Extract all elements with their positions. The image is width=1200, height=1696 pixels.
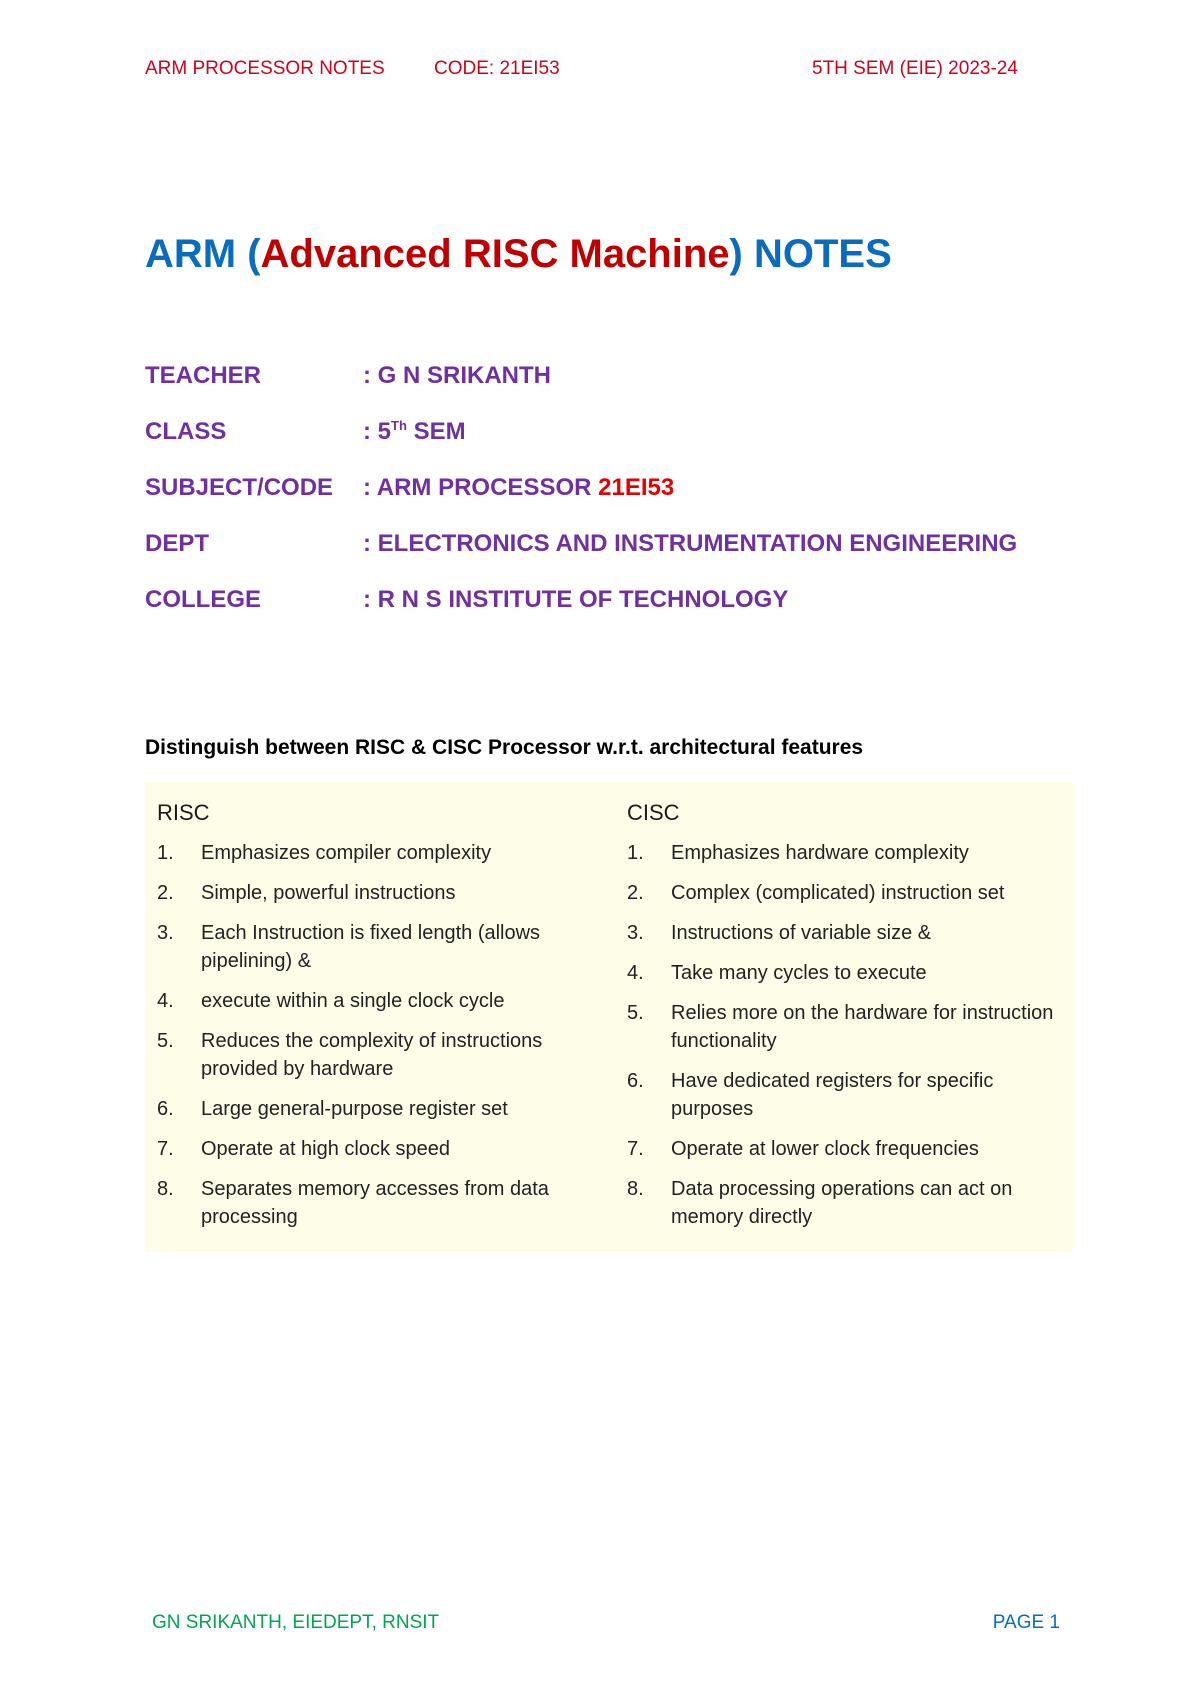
cisc-title: CISC bbox=[627, 800, 680, 825]
risc-title: RISC bbox=[157, 800, 210, 825]
list-item-text: execute within a single clock cycle bbox=[201, 990, 505, 1012]
list-item-text: Data processing operations can act on memory directly bbox=[671, 1178, 1013, 1228]
cisc-column bbox=[627, 800, 1067, 1243]
info-row-college bbox=[145, 586, 1085, 642]
list-item-text: Separates memory accesses from data processing bbox=[201, 1178, 549, 1228]
section-heading: Distinguish between RISC & CISC Processor w.r.t. architectural features bbox=[145, 736, 864, 759]
list-item-number: 4. bbox=[627, 962, 644, 984]
class-value bbox=[363, 418, 466, 446]
dept-value: : ELECTRONICS AND INSTRUMENTATION ENGINEERING bbox=[363, 530, 1018, 557]
risc-column bbox=[157, 800, 597, 1243]
list-item bbox=[157, 1135, 597, 1163]
list-item bbox=[157, 919, 597, 975]
list-item-number: 3. bbox=[627, 922, 644, 944]
list-item bbox=[157, 987, 597, 1015]
list-item-number: 7. bbox=[627, 1138, 644, 1160]
list-item-text: Each Instruction is fixed length (allows pipelining) & bbox=[201, 922, 541, 972]
list-item-text: Relies more on the hardware for instruction functionality bbox=[671, 1002, 1054, 1052]
title-expansion: Advanced RISC Machine bbox=[260, 232, 730, 276]
list-item-text: Emphasizes hardware complexity bbox=[671, 842, 969, 864]
list-item bbox=[627, 919, 1067, 947]
info-row-subject bbox=[145, 474, 1085, 530]
list-item-number: 2. bbox=[627, 882, 644, 904]
list-item-text: Large general-purpose register set bbox=[201, 1098, 508, 1120]
page-header bbox=[145, 58, 1025, 88]
class-label: CLASS bbox=[145, 418, 227, 445]
list-item-text: Instructions of variable size & bbox=[671, 922, 932, 944]
list-item-text: Operate at high clock speed bbox=[201, 1138, 451, 1160]
subject-label: SUBJECT/CODE bbox=[145, 474, 334, 501]
list-item-number: 5. bbox=[627, 1002, 644, 1024]
college-label: COLLEGE bbox=[145, 586, 262, 613]
list-item-number: 6. bbox=[627, 1070, 644, 1092]
list-item-text: Simple, powerful instructions bbox=[201, 882, 456, 904]
list-item bbox=[627, 959, 1067, 987]
header-course-code: CODE: 21EI53 bbox=[434, 58, 560, 79]
list-item-number: 1. bbox=[157, 842, 174, 864]
list-item-text: Have dedicated registers for specific purposes bbox=[671, 1070, 994, 1120]
class-value-superscript: Th bbox=[391, 418, 407, 433]
list-item-number: 7. bbox=[157, 1138, 174, 1160]
header-semester: 5TH SEM (EIE) 2023-24 bbox=[812, 58, 1018, 79]
list-item-number: 2. bbox=[157, 882, 174, 904]
list-item bbox=[627, 839, 1067, 867]
risc-cisc-comparison bbox=[145, 782, 1073, 1252]
list-item-text: Reduces the complexity of instructions provided by hardware bbox=[201, 1030, 543, 1080]
subject-name: : ARM PROCESSOR bbox=[363, 474, 599, 501]
info-row-dept bbox=[145, 530, 1085, 586]
list-item-text: Complex (complicated) instruction set bbox=[671, 882, 1005, 904]
list-item-number: 1. bbox=[627, 842, 644, 864]
list-item bbox=[627, 1175, 1067, 1231]
list-item bbox=[157, 879, 597, 907]
list-item-number: 4. bbox=[157, 990, 174, 1012]
list-item bbox=[157, 1175, 597, 1231]
list-item-text: Operate at lower clock frequencies bbox=[671, 1138, 979, 1160]
class-value-suffix: SEM bbox=[406, 418, 466, 445]
dept-label: DEPT bbox=[145, 530, 210, 557]
list-item-text: Emphasizes compiler complexity bbox=[201, 842, 492, 864]
list-item-number: 5. bbox=[157, 1030, 174, 1052]
teacher-label: TEACHER bbox=[145, 362, 262, 389]
footer-page-number: PAGE 1 bbox=[992, 1612, 1060, 1633]
list-item bbox=[157, 1027, 597, 1083]
risc-list bbox=[157, 839, 597, 1231]
list-item bbox=[627, 1135, 1067, 1163]
list-item-number: 8. bbox=[627, 1178, 644, 1200]
college-value: : R N S INSTITUTE OF TECHNOLOGY bbox=[363, 586, 789, 613]
teacher-value: : G N SRIKANTH bbox=[363, 362, 551, 389]
course-info bbox=[145, 362, 1085, 642]
list-item-number: 8. bbox=[157, 1178, 174, 1200]
title-suffix: ) NOTES bbox=[729, 232, 892, 276]
list-item bbox=[157, 1095, 597, 1123]
page-title bbox=[145, 232, 892, 277]
footer-author: GN SRIKANTH, EIEDEPT, RNSIT bbox=[152, 1612, 440, 1633]
list-item bbox=[627, 879, 1067, 907]
list-item bbox=[627, 999, 1067, 1055]
list-item bbox=[627, 1067, 1067, 1123]
list-item-text: Take many cycles to execute bbox=[671, 962, 927, 984]
list-item-number: 3. bbox=[157, 922, 174, 944]
info-row-class bbox=[145, 418, 1085, 474]
title-prefix: ARM ( bbox=[145, 232, 261, 276]
subject-value bbox=[363, 474, 674, 502]
info-row-teacher bbox=[145, 362, 1085, 418]
class-value-prefix: : 5 bbox=[363, 418, 392, 445]
list-item bbox=[157, 839, 597, 867]
list-item-number: 6. bbox=[157, 1098, 174, 1120]
header-course-name: ARM PROCESSOR NOTES bbox=[145, 58, 385, 79]
cisc-list bbox=[627, 839, 1067, 1231]
subject-code: 21EI53 bbox=[598, 474, 675, 501]
